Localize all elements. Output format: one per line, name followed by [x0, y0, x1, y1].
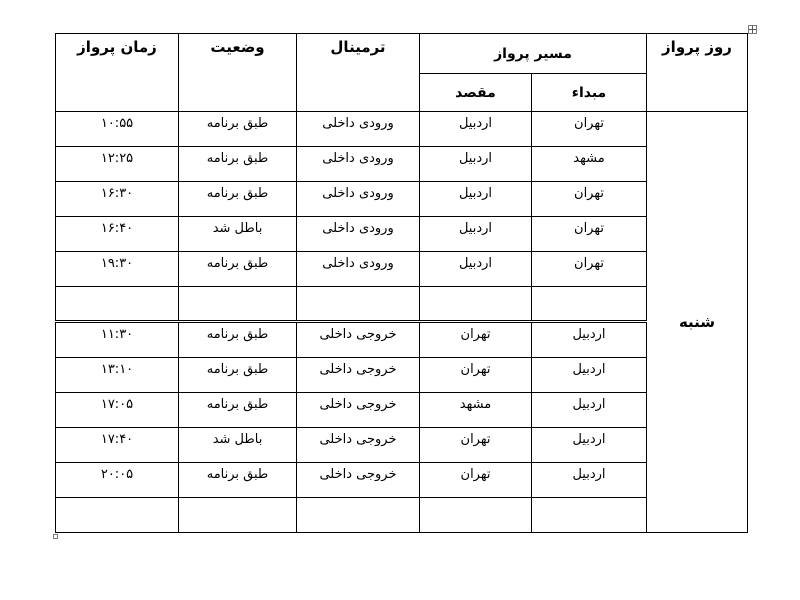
- time-cell: ۱۳:۱۰: [56, 357, 179, 392]
- destination-cell: اردبیل: [420, 252, 532, 287]
- origin-cell: اردبیل: [532, 357, 647, 392]
- table-row: [56, 252, 748, 287]
- destination-cell: اردبیل: [420, 112, 532, 147]
- status-cell: طبق برنامه: [179, 112, 297, 147]
- table-move-handle[interactable]: [748, 25, 757, 34]
- time-cell: ۱۷:۴۰: [56, 427, 179, 462]
- table-resize-handle[interactable]: [53, 534, 58, 539]
- status-cell: طبق برنامه: [179, 392, 297, 427]
- terminal-cell: خروجی داخلی: [297, 427, 420, 462]
- header-destination: مقصد: [420, 74, 532, 112]
- destination-cell: تهران: [420, 462, 532, 497]
- terminal-cell: خروجی داخلی: [297, 392, 420, 427]
- status-cell: باطل شد: [179, 217, 297, 252]
- time-cell: ۲۰:۰۵: [56, 462, 179, 497]
- header-terminal: ترمینال: [297, 34, 420, 112]
- time-cell: ۱۱:۳۰: [56, 322, 179, 357]
- terminal-cell: ورودی داخلی: [297, 147, 420, 182]
- empty-cell: [420, 497, 532, 532]
- terminal-cell: خروجی داخلی: [297, 357, 420, 392]
- status-cell: طبق برنامه: [179, 462, 297, 497]
- empty-row: [56, 287, 748, 322]
- terminal-cell: خروجی داخلی: [297, 462, 420, 497]
- origin-cell: اردبیل: [532, 462, 647, 497]
- terminal-cell: ورودی داخلی: [297, 217, 420, 252]
- empty-cell: [297, 287, 420, 322]
- table-row: [56, 147, 748, 182]
- destination-cell: اردبیل: [420, 182, 532, 217]
- destination-cell: تهران: [420, 427, 532, 462]
- destination-cell: اردبیل: [420, 217, 532, 252]
- origin-cell: اردبیل: [532, 392, 647, 427]
- destination-cell: تهران: [420, 322, 532, 357]
- time-cell: ۱۶:۴۰: [56, 217, 179, 252]
- time-cell: ۱۶:۳۰: [56, 182, 179, 217]
- status-cell: طبق برنامه: [179, 322, 297, 357]
- terminal-cell: ورودی داخلی: [297, 112, 420, 147]
- time-cell: ۱۲:۲۵: [56, 147, 179, 182]
- status-cell: طبق برنامه: [179, 182, 297, 217]
- empty-cell: [297, 497, 420, 532]
- table-row: [56, 322, 748, 357]
- table-row: [56, 217, 748, 252]
- table-row: [56, 462, 748, 497]
- time-cell: ۱۹:۳۰: [56, 252, 179, 287]
- table-row: [56, 182, 748, 217]
- table-row: [56, 112, 748, 147]
- day-cell: شنبه: [647, 112, 748, 533]
- terminal-cell: ورودی داخلی: [297, 252, 420, 287]
- status-cell: طبق برنامه: [179, 252, 297, 287]
- time-cell: ۱۷:۰۵: [56, 392, 179, 427]
- empty-cell: [56, 497, 179, 532]
- destination-cell: مشهد: [420, 392, 532, 427]
- origin-cell: اردبیل: [532, 427, 647, 462]
- header-origin: مبداء: [532, 74, 647, 112]
- flight-schedule-table: [55, 33, 748, 533]
- origin-cell: تهران: [532, 112, 647, 147]
- table-row: [56, 357, 748, 392]
- empty-cell: [420, 287, 532, 322]
- empty-row: [56, 497, 748, 532]
- empty-cell: [179, 497, 297, 532]
- header-status: وضعیت: [179, 34, 297, 112]
- origin-cell: تهران: [532, 182, 647, 217]
- header-route: مسیر پرواز: [420, 34, 647, 74]
- empty-cell: [532, 497, 647, 532]
- origin-cell: مشهد: [532, 147, 647, 182]
- empty-cell: [179, 287, 297, 322]
- time-cell: ۱۰:۵۵: [56, 112, 179, 147]
- header-day: روز پرواز: [647, 34, 748, 112]
- origin-cell: اردبیل: [532, 322, 647, 357]
- destination-cell: تهران: [420, 357, 532, 392]
- terminal-cell: خروجی داخلی: [297, 322, 420, 357]
- table-row: [56, 392, 748, 427]
- status-cell: طبق برنامه: [179, 357, 297, 392]
- empty-cell: [532, 287, 647, 322]
- origin-cell: تهران: [532, 252, 647, 287]
- origin-cell: تهران: [532, 217, 647, 252]
- destination-cell: اردبیل: [420, 147, 532, 182]
- header-time: زمان پرواز: [56, 34, 179, 112]
- table-row: [56, 427, 748, 462]
- terminal-cell: ورودی داخلی: [297, 182, 420, 217]
- status-cell: طبق برنامه: [179, 147, 297, 182]
- status-cell: باطل شد: [179, 427, 297, 462]
- empty-cell: [56, 287, 179, 322]
